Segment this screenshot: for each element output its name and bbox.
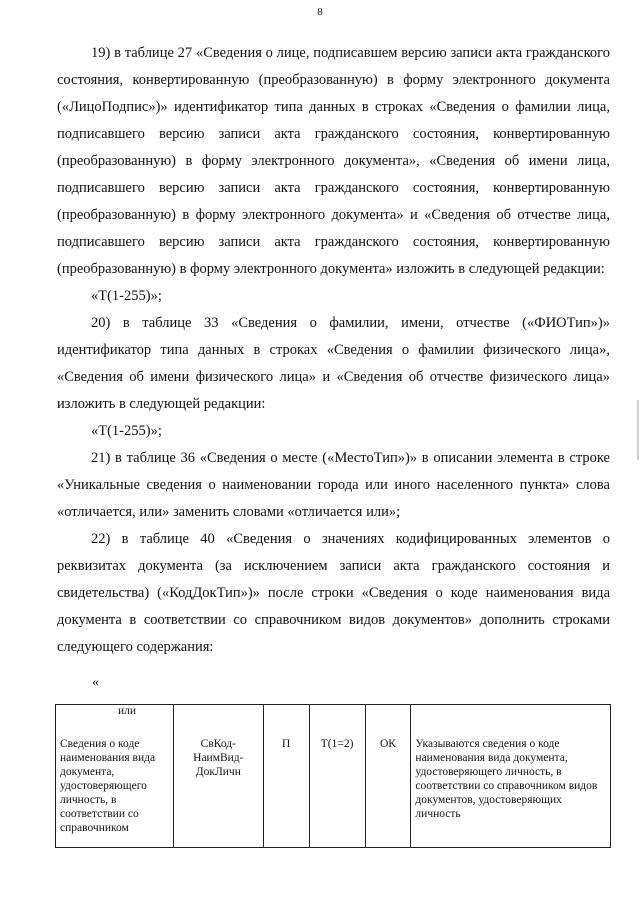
continuation-cell-empty [173,705,263,720]
continuation-cell-empty [365,705,411,720]
cell-element-name: Сведения о коде наименования вида документа, удостоверяющего личность, в соответствии со справочником [56,719,174,848]
page-number: 8 [317,6,323,18]
opening-quote-mark: « [92,675,99,690]
cell-description: Указываются сведения о коде наименования вида документа, удостоверяющего личность, в соответствии со справочником видов документов, удостоверяющих личность [411,719,611,848]
table-row [56,719,611,848]
document-body [57,40,610,661]
paragraph-item-21: 21) в таблице 36 «Сведения о месте («МестоТип»)» в описании элемента в строке «Уникальные сведения о наименовании города или иного населенного пункта» слова «отличается, или» заменить словами «отличается или»; [57,450,610,520]
cell-presence: ОК [365,719,411,848]
amendment-table [55,704,611,848]
scan-edge-mark [637,400,639,460]
paragraph-item-20: 20) в таблице 33 «Сведения о фамилии, имени, отчестве («ФИОТип»)» идентификатор типа данных в строках «Сведения о фамилии физического лица», «Сведения об имени физического лица» и «Сведения об отчестве физического лица» изложить в следующей редакции: [57,315,610,412]
paragraph-type-value-1: «T(1-255)»; [91,288,162,304]
cell-attribute: П [263,719,309,848]
cell-format: T(1=2) [309,719,365,848]
continuation-cell-empty [309,705,365,720]
paragraph-item-19: 19) в таблице 27 «Сведения о лице, подписавшем версию записи акта гражданского состояния, конвертированную (преобразованную) в форму электронного документа («ЛицоПодпис»)» идентификатор типа данных в строках «Сведения о фамилии лица, подписавшего версию записи акта гражданского состояния, конвертированную (преобразованную) в форму электронного документа», «Сведения об имени лица, подписавшего версию записи акта гражданского состояния, конвертированную (преобразованную) в форму электронного документа» и «Сведения об отчестве лица, подписавшего версию записи акта гражданского состояния, конвертированную (преобразованную) в форму электронного документа» изложить в следующей редакции: [57,45,610,277]
table-continuation-row [56,705,611,720]
continuation-cell-empty [411,705,611,720]
cell-element-id: СвКод-НаимВид-ДокЛичн [173,719,263,848]
paragraph-type-value-2: «T(1-255)»; [91,423,162,439]
paragraph-item-22: 22) в таблице 40 «Сведения о значениях кодифицированных элементов о реквизитах документа (за исключением записи акта гражданского состояния и свидетельства) («КодДокТип»)» после строки «Сведения о коде наименования вида документа в соответствии со справочником видов документов» дополнить строками следующего содержания: [57,531,610,655]
continuation-cell-empty [263,705,309,720]
continuation-text: или [56,705,174,720]
